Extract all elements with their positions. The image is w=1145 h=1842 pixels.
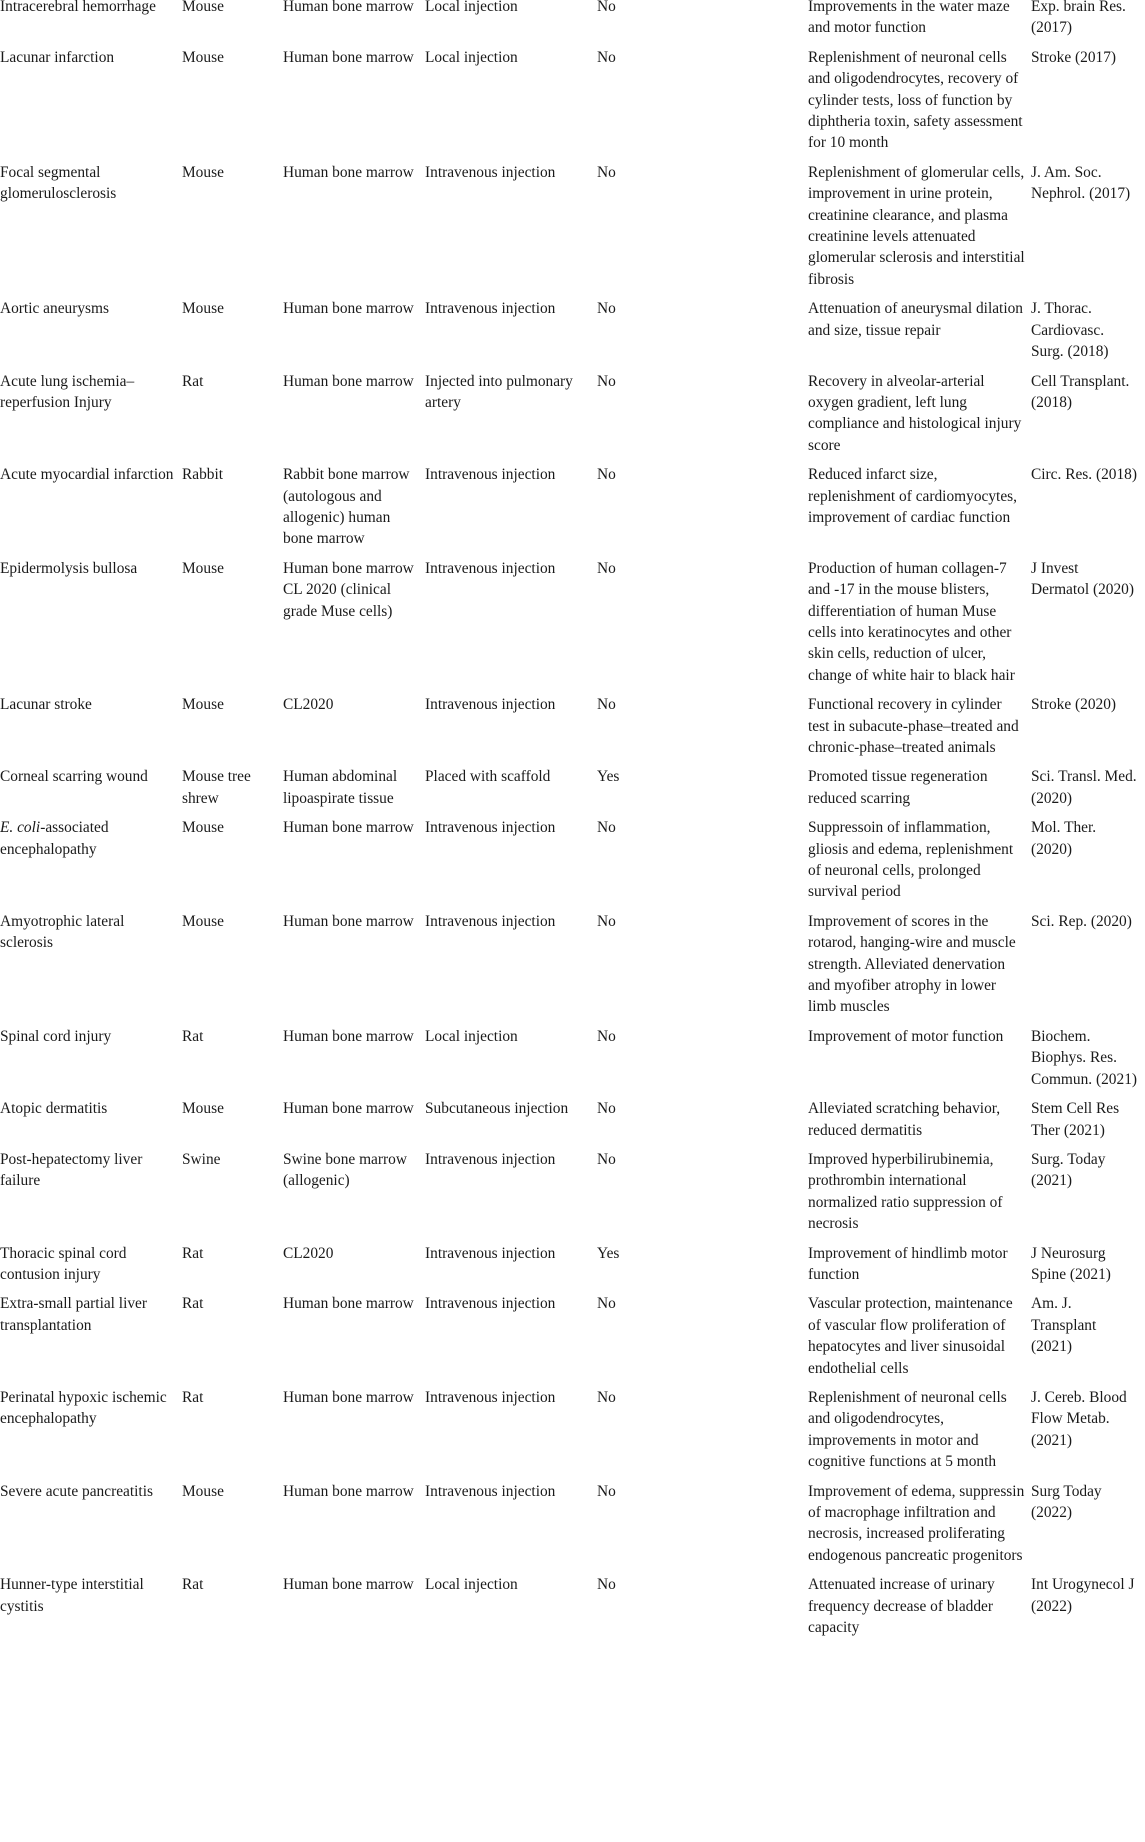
administration-route-cell: Intravenous injection: [425, 1482, 556, 1500]
disease-cell: Post-hepatectomy liver failure: [0, 1150, 143, 1190]
administration-route-cell: Intravenous injection: [425, 466, 556, 484]
administration-route-cell: Intravenous injection: [425, 300, 556, 318]
reference-cell: J. Thorac. Cardiovasc. Surg. (2018): [1031, 300, 1109, 361]
table-row: [0, 813, 1145, 907]
table-row: [0, 907, 1145, 1022]
animal-cell: Rat: [182, 372, 204, 390]
disease-cell: Lacunar infarction: [0, 48, 115, 66]
reference-cell: J Neurosurg Spine (2021): [1031, 1244, 1111, 1283]
animal-cell: Rat: [182, 1388, 204, 1406]
administration-route-cell: Intravenous injection: [425, 912, 556, 930]
outcome-cell: Replenishment of glomerular cells, improvement in urine protein, creatinine clearance, and plasma creatinine levels attenuated glomerular sclerosis and interstitial fibrosis: [808, 163, 1025, 288]
immunosuppression-cell: No: [597, 1388, 616, 1406]
animal-cell: Rat: [182, 1295, 204, 1313]
animal-cell: Rat: [182, 1027, 204, 1045]
animal-cell: Mouse: [182, 1100, 224, 1118]
animal-cell: Mouse: [182, 819, 224, 837]
animal-cell: Mouse: [182, 0, 224, 15]
immunosuppression-cell: Yes: [597, 768, 620, 786]
cell-source-cell: Human bone marrow: [283, 819, 414, 837]
table-row: [0, 554, 1145, 690]
outcome-cell: Improvement of motor function: [808, 1027, 1004, 1045]
disease-cell: Intracerebral hemorrhage: [0, 0, 156, 15]
administration-route-cell: Local injection: [425, 1576, 518, 1594]
outcome-cell: Replenishment of neuronal cells and oligodendrocytes, improvements in motor and cognitive functions at 5 month: [808, 1388, 1007, 1471]
administration-route-cell: Local injection: [425, 48, 518, 66]
table-row: [0, 762, 1145, 813]
reference-cell: Exp. brain Res. (2017): [1031, 0, 1126, 37]
disease-cell: Focal segmental glomerulosclerosis: [0, 163, 117, 203]
animal-cell: Rat: [182, 1244, 204, 1262]
administration-route-cell: Placed with scaffold: [425, 768, 551, 786]
immunosuppression-cell: No: [597, 1295, 616, 1313]
disease-cell: Thoracic spinal cord contusion injury: [0, 1244, 127, 1283]
cell-source-cell: Human bone marrow: [283, 1388, 414, 1406]
disease-cell: Acute lung ischemia–reperfusion Injury: [0, 372, 135, 411]
outcome-cell: Attenuation of aneurysmal dilation and size, tissue repair: [808, 300, 1023, 339]
reference-cell: Sci. Transl. Med. (2020): [1031, 768, 1137, 807]
animal-cell: Mouse: [182, 912, 224, 930]
cell-source-cell: Human bone marrow: [283, 1027, 414, 1045]
administration-route-cell: Intravenous injection: [425, 819, 556, 837]
administration-route-cell: Intravenous injection: [425, 163, 556, 181]
outcome-cell: Reduced infarct size, replenishment of cardiomyocytes, improvement of cardiac function: [808, 466, 1017, 526]
disease-cell: Perinatal hypoxic ischemic encephalopathy: [0, 1388, 167, 1428]
disease-cell: Amyotrophic lateral sclerosis: [0, 912, 125, 952]
table-row: [0, 1477, 1145, 1571]
disease-cell: Aortic aneurysms: [0, 300, 109, 318]
outcome-cell: Replenishment of neuronal cells and oligodendrocytes, recovery of cylinder tests, loss of function by diphtheria toxin, safety assessment for 10 month: [808, 48, 1023, 152]
table-row: [0, 1239, 1145, 1290]
cell-source-cell: Human bone marrow: [283, 300, 414, 318]
table-row: [0, 1289, 1145, 1383]
table-row: [0, 367, 1145, 461]
reference-cell: Surg Today (2022): [1031, 1482, 1102, 1521]
administration-route-cell: Subcutaneous injection: [425, 1100, 569, 1118]
table-row: [0, 1094, 1145, 1145]
table-row: [0, 0, 1145, 43]
immunosuppression-cell: No: [597, 696, 616, 714]
immunosuppression-cell: No: [597, 559, 616, 577]
administration-route-cell: Intravenous injection: [425, 559, 556, 577]
disease-cell: Atopic dermatitis: [0, 1100, 108, 1118]
administration-route-cell: Intravenous injection: [425, 1388, 556, 1406]
cell-source-cell: Human bone marrow: [283, 1576, 414, 1594]
table-row: [0, 294, 1145, 366]
cell-source-cell: Human bone marrow: [283, 1295, 414, 1313]
disease-cell: Severe acute pancreatitis: [0, 1482, 153, 1500]
reference-cell: Stroke (2017): [1031, 48, 1117, 66]
cell-source-cell: Human bone marrow: [283, 1100, 414, 1118]
immunosuppression-cell: No: [597, 372, 616, 390]
animal-cell: Mouse: [182, 300, 224, 318]
cell-source-cell: Human bone marrow: [283, 372, 414, 390]
table-row: [0, 43, 1145, 158]
administration-route-cell: Intravenous injection: [425, 696, 556, 714]
immunosuppression-cell: No: [597, 1482, 616, 1500]
administration-route-cell: Injected into pulmonary artery: [425, 372, 573, 411]
table-row: [0, 460, 1145, 554]
cell-source-cell: Swine bone marrow (allogenic): [283, 1150, 407, 1190]
table-row: [0, 1145, 1145, 1239]
outcome-cell: Suppressoin of inflammation, gliosis and edema, replenishment of neuronal cells, prolonged survival period: [808, 819, 1014, 901]
disease-italic-text: E. coli: [0, 819, 41, 837]
immunosuppression-cell: No: [597, 912, 616, 930]
outcome-cell: Improvements in the water maze and motor function: [808, 0, 1010, 37]
animal-cell: Rabbit: [182, 466, 224, 484]
reference-cell: J Invest Dermatol (2020): [1031, 559, 1134, 599]
outcome-cell: Attenuated increase of urinary frequency decrease of bladder capacity: [808, 1576, 995, 1637]
immunosuppression-cell: Yes: [597, 1244, 620, 1262]
outcome-cell: Production of human collagen-7 and -17 in the mouse blisters, differentiation of human Muse cells into keratinocytes and other skin cells, reduction of ulcer, change of white hair to black hair: [808, 559, 1015, 684]
reference-cell: Sci. Rep. (2020): [1031, 912, 1132, 930]
immunosuppression-cell: No: [597, 300, 616, 318]
disease-cell: [0, 813, 182, 907]
outcome-cell: Promoted tissue regeneration reduced scarring: [808, 768, 988, 807]
animal-cell: Swine: [182, 1150, 221, 1168]
disease-cell: Acute myocardial infarction: [0, 466, 174, 484]
immunosuppression-cell: No: [597, 163, 616, 181]
immunosuppression-cell: No: [597, 1150, 616, 1168]
reference-cell: Stroke (2020): [1031, 696, 1117, 714]
table-row: [0, 158, 1145, 294]
administration-route-cell: Local injection: [425, 1027, 518, 1045]
animal-cell: Mouse: [182, 1482, 224, 1500]
cell-source-cell: Human bone marrow: [283, 163, 414, 181]
reference-cell: Mol. Ther. (2020): [1031, 819, 1097, 858]
administration-route-cell: Intravenous injection: [425, 1150, 556, 1168]
cell-source-cell: Human bone marrow CL 2020 (clinical grade Muse cells): [283, 559, 414, 620]
disease-text: -associated encephalopathy: [0, 819, 109, 858]
outcome-cell: Recovery in alveolar-arterial oxygen gradient, left lung compliance and histological injury score: [808, 372, 1022, 454]
cell-source-cell: CL2020: [283, 696, 334, 714]
reference-cell: Int Urogynecol J (2022): [1031, 1576, 1135, 1615]
disease-cell: Corneal scarring wound: [0, 768, 148, 786]
disease-cell: Epidermolysis bullosa: [0, 559, 138, 577]
administration-route-cell: Intravenous injection: [425, 1295, 556, 1313]
immunosuppression-cell: No: [597, 48, 616, 66]
administration-route-cell: Intravenous injection: [425, 1244, 556, 1262]
reference-cell: J. Am. Soc. Nephrol. (2017): [1031, 163, 1131, 203]
animal-cell: Mouse: [182, 559, 224, 577]
outcome-cell: Improvement of scores in the rotarod, hanging-wire and muscle strength. Alleviated denervation and myofiber atrophy in lower limb muscles: [808, 912, 1016, 1016]
animal-cell: Mouse: [182, 696, 224, 714]
reference-cell: Circ. Res. (2018): [1031, 466, 1138, 484]
animal-cell: Mouse: [182, 163, 224, 181]
outcome-cell: Improvement of hindlimb motor function: [808, 1244, 1008, 1283]
outcome-cell: Improved hyperbilirubinemia, prothrombin international normalized ratio suppression of necrosis: [808, 1150, 1003, 1233]
reference-cell: Surg. Today (2021): [1031, 1150, 1106, 1190]
cell-source-cell: Human bone marrow: [283, 1482, 414, 1500]
table-row: [0, 1022, 1145, 1094]
immunosuppression-cell: No: [597, 466, 616, 484]
cell-source-cell: Human bone marrow: [283, 912, 414, 930]
reference-cell: Stem Cell Res Ther (2021): [1031, 1100, 1120, 1139]
immunosuppression-cell: No: [597, 1100, 616, 1118]
disease-cell: Hunner-type interstitial cystitis: [0, 1576, 144, 1615]
reference-cell: Am. J. Transplant (2021): [1031, 1295, 1097, 1356]
cell-source-cell: Human bone marrow: [283, 48, 414, 66]
administration-route-cell: Local injection: [425, 0, 518, 15]
outcome-cell: Vascular protection, maintenance of vascular flow proliferation of hepatocytes and liver sinusoidal endothelial cells: [808, 1295, 1013, 1377]
immunosuppression-cell: No: [597, 0, 616, 15]
table-row: [0, 1383, 1145, 1477]
table-row: [0, 690, 1145, 762]
cell-source-cell: Human abdominal lipoaspirate tissue: [283, 768, 398, 807]
reference-cell: Biochem. Biophys. Res. Commun. (2021): [1031, 1027, 1138, 1088]
immunosuppression-cell: No: [597, 1027, 616, 1045]
table-row: [0, 1570, 1145, 1642]
animal-cell: Mouse: [182, 48, 224, 66]
outcome-cell: Improvement of edema, suppressin of macrophage infiltration and necrosis, increased proliferating endogenous pancreatic progenitors: [808, 1482, 1025, 1564]
disease-cell: Extra-small partial liver transplantation: [0, 1295, 148, 1334]
animal-cell: Rat: [182, 1576, 204, 1594]
cell-source-cell: Human bone marrow: [283, 0, 414, 15]
cell-source-cell: Rabbit bone marrow (autologous and allogenic) human bone marrow: [283, 466, 410, 548]
immunosuppression-cell: No: [597, 819, 616, 837]
disease-cell: Lacunar stroke: [0, 696, 92, 714]
immunosuppression-cell: No: [597, 1576, 616, 1594]
animal-cell: Mouse tree shrew: [182, 768, 251, 807]
reference-cell: Cell Transplant. (2018): [1031, 372, 1130, 411]
reference-cell: J. Cereb. Blood Flow Metab. (2021): [1031, 1388, 1127, 1449]
outcome-cell: Functional recovery in cylinder test in subacute-phase–treated and chronic-phase–treated animals: [808, 696, 1019, 756]
outcome-cell: Alleviated scratching behavior, reduced dermatitis: [808, 1100, 1001, 1139]
cell-source-cell: CL2020: [283, 1244, 334, 1262]
disease-cell: Spinal cord injury: [0, 1027, 112, 1045]
